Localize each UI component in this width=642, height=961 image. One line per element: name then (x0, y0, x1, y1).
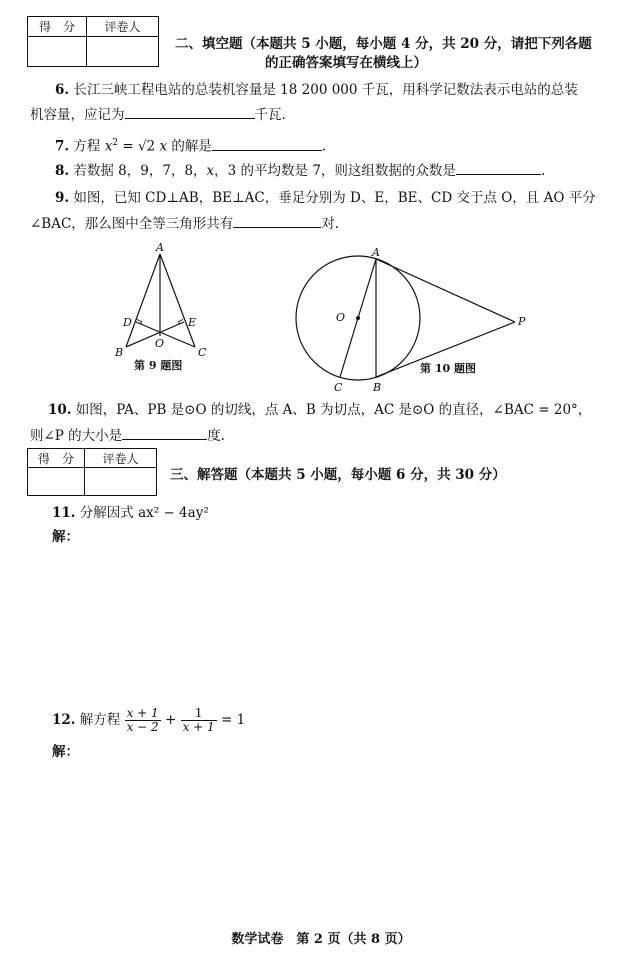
score-table-2 (27, 448, 157, 496)
q10-answer-blank[interactable] (122, 425, 207, 440)
figure-10 (290, 245, 540, 395)
fig10-label-a: A (372, 246, 380, 259)
score-table-1 (27, 16, 159, 67)
fig10-label-o: O (336, 311, 346, 324)
grader-header: 评卷人 (85, 449, 157, 468)
question-8: 8. 若数据 8，9，7，8，x，3 的平均数是 7，则这组数据的众数是 . (55, 160, 545, 181)
question-9-line2: ∠BAC，那么图中全等三角形共有 对. (30, 213, 339, 234)
section2-heading: 二、填空题（本题共 5 小题，每小题 4 分，共 20 分，请把下列各题 的正确答案填写在横线上） (175, 36, 592, 71)
question-6-line2: 机容量，应记为 千瓦. (30, 104, 286, 125)
question-6: 6. 长江三峡工程电站的总装机容量是 18 200 000 千瓦，用科学记数法表示电站的总装 (55, 82, 578, 98)
fig9-label-e: E (188, 316, 197, 329)
section3-heading: 三、解答题（本题共 5 小题，每小题 6 分，共 30 分） (170, 467, 506, 483)
fig9-label-c: C (198, 346, 207, 359)
score-cell[interactable] (28, 468, 85, 496)
question-10: 10. 如图，PA、PB 是⊙O 的切线，点 A、B 为切点，AC 是⊙O 的直径，∠BAC = 20°， (48, 402, 592, 418)
figure-9 (110, 240, 220, 375)
grader-cell[interactable] (87, 37, 159, 67)
score-header: 得 分 (28, 449, 85, 468)
question-10-line2: 则∠P 的大小是 度. (30, 425, 225, 446)
q12-fraction-2: $\frac{1}{x + 1}$ (182, 706, 215, 734)
fig9-side-ac (160, 254, 195, 347)
fig9-label-a: A (156, 241, 164, 254)
fig9-label-o: O (155, 337, 165, 350)
fig9-label-d: D (123, 316, 132, 329)
fig9-label-b: B (115, 346, 124, 359)
fig9-side-ab (126, 254, 160, 347)
q9-answer-blank[interactable] (233, 213, 321, 228)
question-12-answer-label: 解： (52, 744, 79, 760)
fig9-caption: 第 9 题图 (134, 359, 183, 372)
question-11: 11. 分解因式 ax² − 4ay² (52, 505, 209, 521)
question-7: 7. 方程 $x^2 = √2$ x 的解是 . (55, 133, 326, 157)
q8-answer-blank[interactable] (456, 160, 541, 175)
fig10-center-point (356, 316, 360, 320)
fig10-caption: 第 10 题图 (420, 362, 476, 375)
grader-header: 评卷人 (87, 17, 159, 37)
q11-answer-area[interactable] (50, 550, 610, 695)
grader-cell[interactable] (85, 468, 157, 496)
q12-fraction-1: $\frac{x + 1}{x - 2}$ (126, 706, 159, 734)
fig9-segment-cd (136, 322, 195, 347)
score-header: 得 分 (28, 17, 87, 37)
q6-answer-blank[interactable] (125, 104, 255, 119)
question-12: 12. 解方程 $\frac{x + 1}{x - 2}$ + $\frac{1}{x + 1}$ = 1 (52, 706, 246, 734)
fig10-label-c: C (334, 381, 343, 394)
q12-answer-area[interactable] (50, 765, 610, 915)
page-footer: 数学试卷 第 2 页（共 8 页） (231, 932, 411, 947)
score-cell[interactable] (28, 37, 87, 67)
question-9: 9. 如图，已知 CD⊥AB，BE⊥AC，垂足分别为 D、E，BE、CD 交于点 O，且 AO 平分 (55, 190, 596, 206)
question-11-answer-label: 解： (52, 529, 79, 545)
fig10-label-p: P (518, 315, 526, 328)
fig10-label-b: B (373, 381, 382, 394)
fig10-tangent-pa (376, 259, 515, 322)
q7-answer-blank[interactable] (212, 136, 322, 151)
